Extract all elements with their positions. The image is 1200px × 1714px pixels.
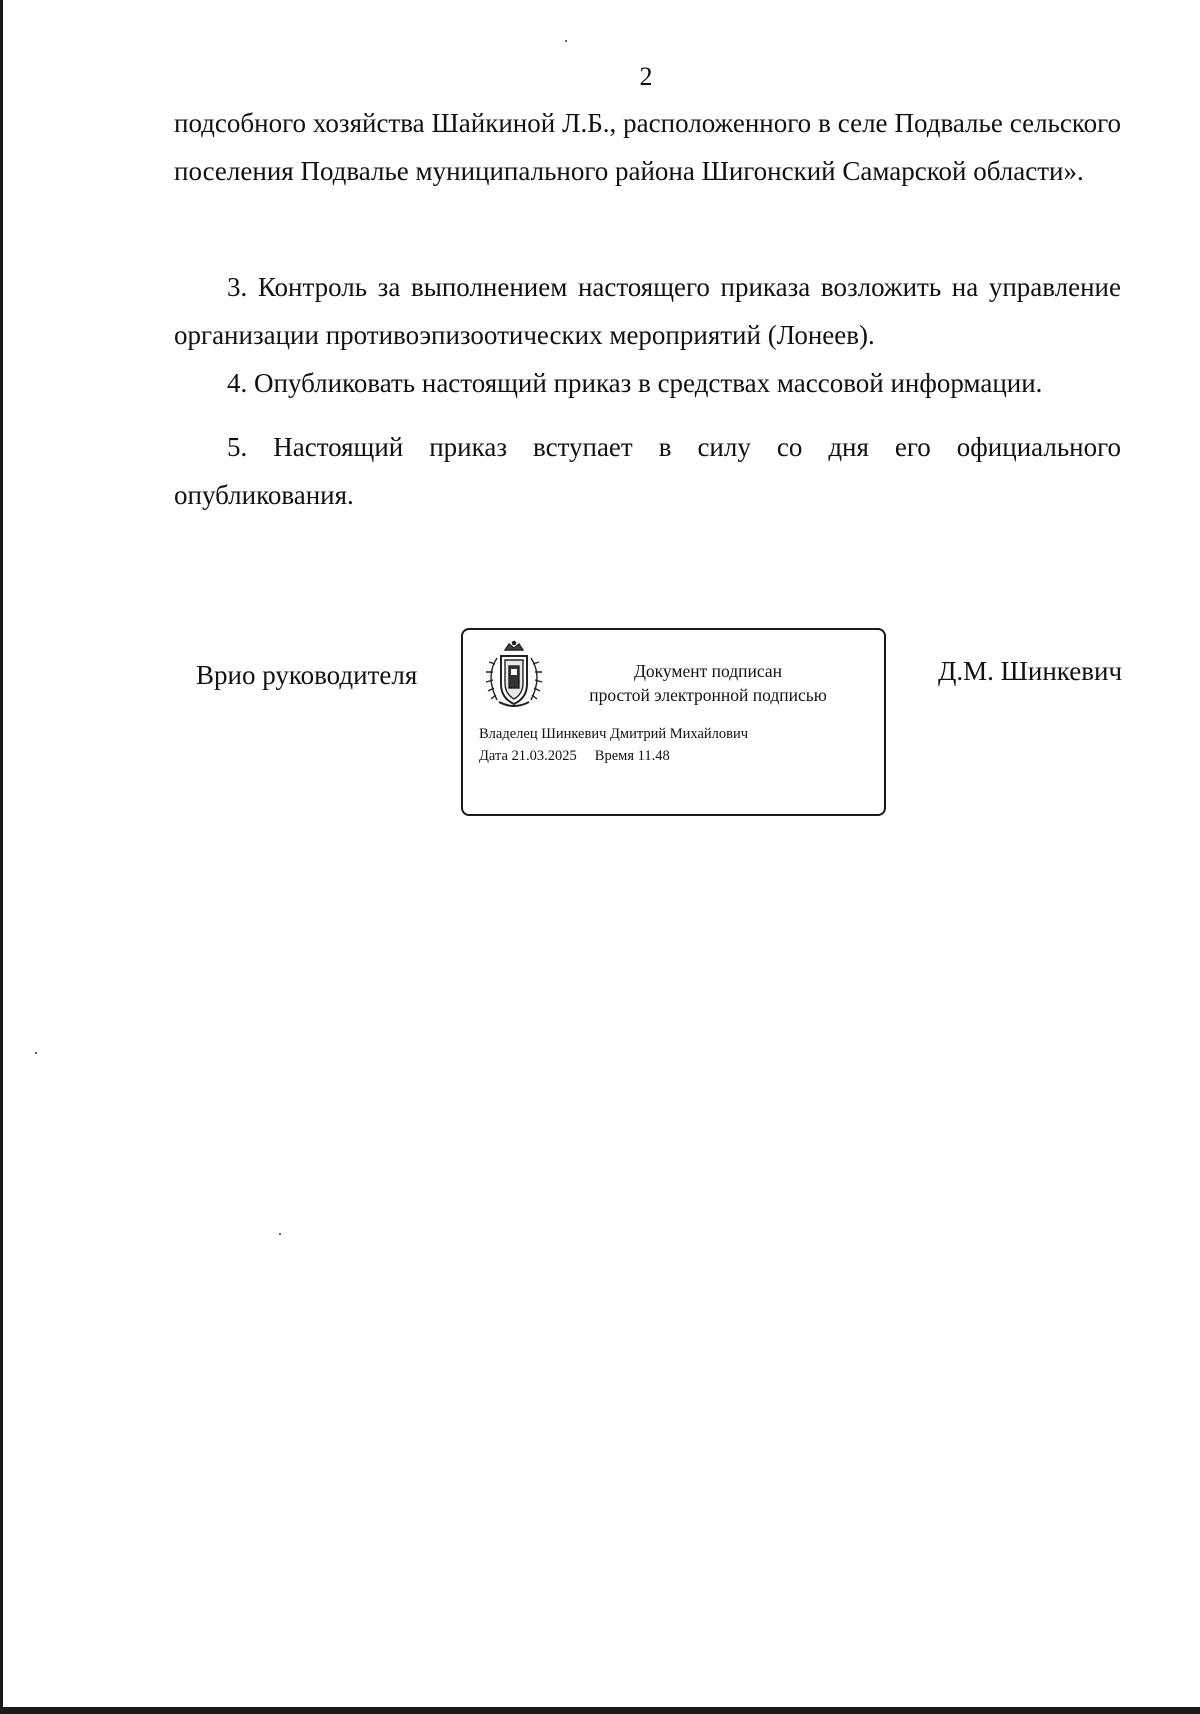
paragraph-item-3: 3. Контроль за выполнением настоящего приказа возложить на управление организации противоэпизоотических мероприятий (Лонеев).	[174, 272, 1121, 350]
signer-name: Д.М. Шинкевич	[938, 656, 1123, 686]
stamp-title-line-2: простой электронной подписью	[589, 685, 827, 705]
paragraph-item-5: 5. Настоящий приказ вступает в силу со дня его официального опубликования.	[174, 432, 1121, 510]
stamp-date: Дата 21.03.2025	[479, 748, 577, 764]
scan-speck	[565, 40, 567, 42]
stamp-owner: Владелец Шинкевич Дмитрий Михайлович	[479, 726, 749, 742]
paragraph-continuation: подсобного хозяйства Шайкиной Л.Б., расположенного в селе Подвалье сельского поселения Подвалье муниципального района Шигонский Самарской области».	[174, 108, 1121, 186]
page-number: 2	[639, 62, 653, 91]
coat-of-arms-icon	[479, 640, 549, 712]
electronic-signature-stamp	[461, 628, 886, 816]
stamp-title-line-1: Документ подписан	[633, 661, 783, 681]
signer-position: Врио руководителя	[196, 660, 418, 690]
scan-bottom-border	[0, 1707, 1200, 1714]
scan-speck	[279, 1233, 281, 1235]
stamp-time: Время 11.48	[594, 748, 670, 764]
stamp-date-time	[479, 748, 670, 765]
scan-speck	[35, 1052, 37, 1054]
paragraph-item-4: 4. Опубликовать настоящий приказ в средствах массовой информации.	[227, 368, 1043, 398]
stamp-title	[563, 659, 853, 707]
scan-left-border	[0, 0, 3, 1714]
